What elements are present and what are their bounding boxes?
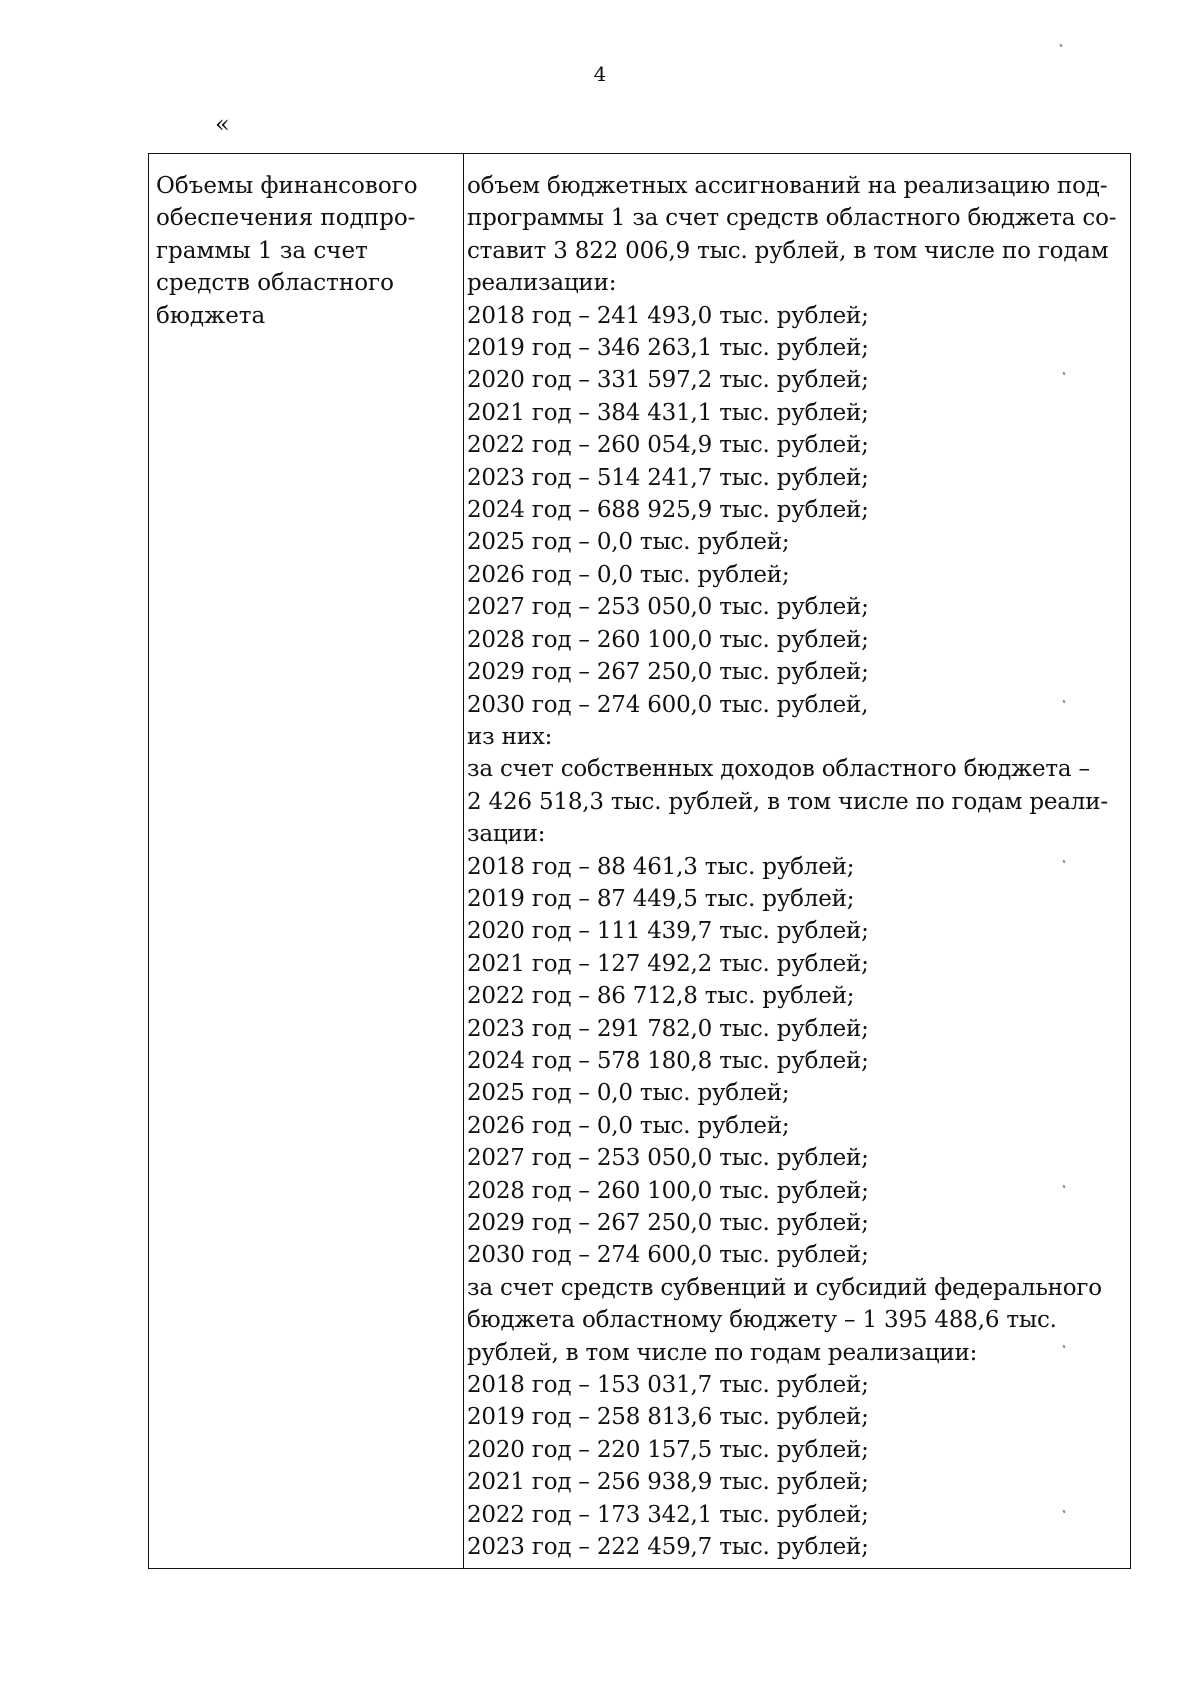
financing-line: из них: xyxy=(467,723,553,750)
financing-line: 2028 год – 260 100,0 тыс. рублей; xyxy=(467,626,869,653)
financing-line: 2020 год – 331 597,2 тыс. рублей; xyxy=(467,367,869,394)
opening-quote-mark: « xyxy=(215,110,230,138)
financing-line: 2023 год – 291 782,0 тыс. рублей; xyxy=(467,1015,869,1042)
financing-line: 2024 год – 578 180,8 тыс. рублей; xyxy=(467,1047,869,1074)
financing-line: 2022 год – 86 712,8 тыс. рублей; xyxy=(467,983,855,1010)
financing-line: 2030 год – 274 600,0 тыс. рублей; xyxy=(467,1242,869,1269)
financing-line: 2018 год – 241 493,0 тыс. рублей; xyxy=(467,302,869,329)
financing-line: 2019 год – 258 813,6 тыс. рублей; xyxy=(467,1404,869,1431)
financing-line: 2018 год – 88 461,3 тыс. рублей; xyxy=(467,853,855,880)
financing-label-cell: Объемы финансового обеспечения подпро- граммы 1 за счет средств областного бюджета xyxy=(149,154,464,1568)
financing-line: 2018 год – 153 031,7 тыс. рублей; xyxy=(467,1372,869,1399)
financing-line: 2022 год – 173 342,1 тыс. рублей; xyxy=(467,1501,869,1528)
financing-line: 2020 год – 111 439,7 тыс. рублей; xyxy=(467,918,869,945)
financing-line: 2029 год – 267 250,0 тыс. рублей; xyxy=(467,1210,869,1236)
financing-table xyxy=(148,153,1131,1569)
financing-line: 2021 год – 384 431,1 тыс. рублей; xyxy=(467,399,869,426)
financing-line: бюджета областному бюджету – 1 395 488,6 тыс. xyxy=(467,1307,1057,1334)
financing-line: 2021 год – 256 938,9 тыс. рублей; xyxy=(467,1469,869,1496)
financing-line: ставит 3 822 006,9 тыс. рублей, в том числе по годам xyxy=(467,237,1109,264)
financing-line: 2026 год – 0,0 тыс. рублей; xyxy=(467,561,790,588)
financing-line: 2026 год – 0,0 тыс. рублей; xyxy=(467,1112,790,1139)
financing-line: за счет средств субвенций и субсидий федерального xyxy=(467,1274,1102,1301)
financing-line: 2027 год – 253 050,0 тыс. рублей; xyxy=(467,1145,869,1172)
financing-line: 2023 год – 222 459,7 тыс. рублей; xyxy=(467,1534,869,1561)
financing-line: за счет собственных доходов областного бюджета – xyxy=(467,756,1090,783)
financing-line: 2019 год – 346 263,1 тыс. рублей; xyxy=(467,335,869,362)
financing-line: 2021 год – 127 492,2 тыс. рублей; xyxy=(467,950,869,977)
financing-line: зации: xyxy=(467,821,546,848)
financing-line: реализации: xyxy=(467,270,617,297)
financing-line: 2025 год – 0,0 тыс. рублей; xyxy=(467,529,790,556)
financing-line: объем бюджетных ассигнований на реализацию под- xyxy=(467,173,1108,199)
financing-line: 2 426 518,3 тыс. рублей, в том числе по годам реали- xyxy=(467,788,1108,815)
financing-line: 2025 год – 0,0 тыс. рублей; xyxy=(467,1080,790,1107)
financing-line: 2029 год – 267 250,0 тыс. рублей; xyxy=(467,659,869,686)
financing-line: 2019 год – 87 449,5 тыс. рублей; xyxy=(467,885,855,912)
financing-line: 2020 год – 220 157,5 тыс. рублей; xyxy=(467,1436,869,1463)
financing-line: рублей, в том числе по годам реализации: xyxy=(467,1339,978,1366)
financing-line: 2022 год – 260 054,9 тыс. рублей; xyxy=(467,432,869,459)
page-number: 4 xyxy=(593,62,607,86)
financing-line: 2027 год – 253 050,0 тыс. рублей; xyxy=(467,594,869,621)
financing-details-cell xyxy=(464,154,1130,1568)
financing-line: 2030 год – 274 600,0 тыс. рублей, xyxy=(467,691,869,718)
financing-line: 2028 год – 260 100,0 тыс. рублей; xyxy=(467,1177,869,1204)
financing-line: 2024 год – 688 925,9 тыс. рублей; xyxy=(467,497,869,524)
financing-line: программы 1 за счет средств областного бюджета со- xyxy=(467,205,1117,232)
financing-line: 2023 год – 514 241,7 тыс. рублей; xyxy=(467,464,869,491)
scan-speck xyxy=(1059,44,1062,48)
